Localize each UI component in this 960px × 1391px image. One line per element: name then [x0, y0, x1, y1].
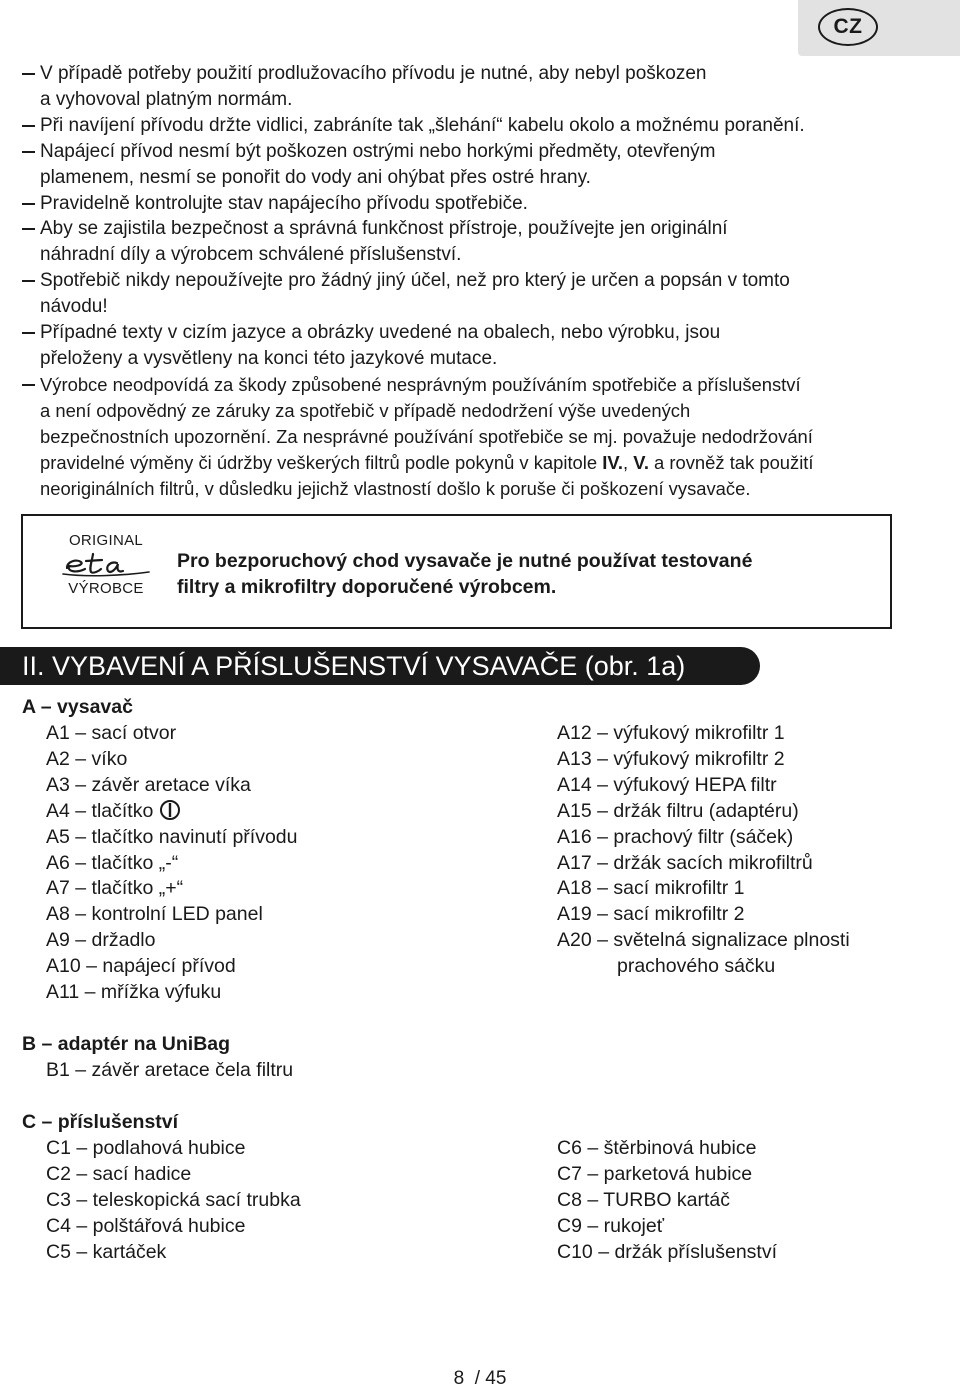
- bullet-item: [22, 320, 922, 372]
- list-item: A3 – závěr aretace víka: [46, 773, 251, 796]
- dash-icon: [22, 191, 40, 217]
- list-item: C10 – držák příslušenství: [557, 1240, 778, 1263]
- list-item: A11 – mřížka výfuku: [46, 981, 222, 1004]
- list-item: C3 – teleskopická sací trubka: [46, 1188, 301, 1211]
- list-item: A14 – výfukový HEPA filtr: [557, 773, 777, 796]
- list-item: C4 – polštářová hubice: [46, 1214, 246, 1237]
- chapter-ref-v: V.: [633, 451, 649, 473]
- bullet-text: V případě potřeby použití prodlužovacího přívodu je nutné, aby nebyl poškozen a vyhovoval platným normám.: [40, 63, 707, 110]
- group-b-title: B – adaptér na UniBag: [22, 1033, 231, 1055]
- group-a-title: A – vysavač: [22, 696, 133, 718]
- bullet-text: Pravidelně kontrolujte stav napájecího přívodu spotřebiče.: [40, 192, 528, 214]
- dash-icon: [22, 61, 40, 113]
- original-filters-notice: [21, 514, 892, 629]
- bullet-text: Při navíjení přívodu držte vidlici, zabráníte tak „šlehání“ kabelu okolo a možnému poranění.: [40, 114, 805, 136]
- page-number: 8 / 45: [453, 1368, 507, 1389]
- bullet-text: Spotřebič nikdy nepoužívejte pro žádný jiný účel, než pro který je určen a popsán v tomto návodu!: [40, 270, 790, 318]
- group-c-left-list: [46, 1136, 301, 1266]
- group-a-right-list: [557, 721, 850, 980]
- power-icon: [159, 799, 181, 821]
- bullet-item: [22, 191, 922, 217]
- list-item: A8 – kontrolní LED panel: [46, 903, 263, 926]
- list-item: C1 – podlahová hubice: [46, 1137, 246, 1159]
- liability-text-end: a rovněž tak použití neoriginálních filtrů, v důsledku jejichž vlastností došlo k poruše či poškození vysavače.: [40, 451, 814, 499]
- logo-bottom-text: VÝROBCE: [68, 580, 144, 597]
- section-title: II. VYBAVENÍ A PŘÍSLUŠENSTVÍ VYSAVAČE (obr. 1a): [22, 650, 686, 681]
- list-item: A13 – výfukový mikrofiltr 2: [557, 747, 785, 770]
- group-b-list: [46, 1058, 293, 1084]
- list-item: A17 – držák sacích mikrofiltrů: [557, 851, 813, 874]
- list-item: C9 – rukojeť: [557, 1214, 665, 1237]
- liability-text-start: Výrobce neodpovídá za škody způsobené nesprávným používáním spotřebiče a příslušenství a není odpovědný ze záruky za spotřebič v případě nedodržení výše uvedených bezpečnostních upozornění. Za nesprávné používání spotřebiče se mj. považuje nedodržování pravidelné výměny či údržby veškerých filtrů podle pokynů v kapitole: [40, 373, 813, 473]
- dash-icon: [22, 320, 40, 372]
- list-item: C6 – štěrbinová hubice: [557, 1137, 757, 1159]
- dash-icon: [22, 216, 40, 268]
- group-c-right-list: [557, 1136, 777, 1266]
- notice-text: Pro bezporuchový chod vysavače je nutné používat testované filtry a mikrofiltry doporučené výrobcem.: [177, 550, 753, 598]
- original-manufacturer-logo: [61, 532, 151, 597]
- list-item: A9 – držadlo: [46, 929, 156, 952]
- list-item: A20 – světelná signalizace plnosti: [557, 929, 850, 952]
- bullet-item-liability: [22, 372, 922, 502]
- list-item: A10 – napájecí přívod: [46, 955, 236, 978]
- list-item: A1 – sací otvor: [46, 722, 177, 744]
- list-item: A16 – prachový filtr (sáček): [557, 825, 794, 848]
- dash-icon: [22, 268, 40, 320]
- bullet-text: [40, 372, 922, 502]
- list-item-power: [46, 799, 297, 825]
- dash-icon: [22, 113, 40, 139]
- list-item: A6 – tlačítko „-“: [46, 851, 179, 874]
- list-item: A18 – sací mikrofiltr 1: [557, 877, 745, 900]
- dash-icon: [22, 372, 40, 502]
- chapter-ref-iv: IV.: [602, 451, 624, 473]
- list-item: C7 – parketová hubice: [557, 1162, 753, 1185]
- bullet-item: [22, 268, 922, 320]
- list-item: A15 – držák filtru (adaptéru): [557, 799, 799, 822]
- bullet-item: [22, 139, 922, 191]
- group-a-left-list: [46, 721, 297, 1006]
- list-item: C5 – kartáček: [46, 1240, 167, 1263]
- language-badge: CZ: [818, 8, 878, 46]
- bullet-text: Případné texty v cizím jazyce a obrázky uvedené na obalech, nebo výrobku, jsou přeloženy a vysvětleny na konci této jazykové mutace.: [40, 322, 721, 369]
- list-item: C2 – sací hadice: [46, 1162, 192, 1185]
- dash-icon: [22, 139, 40, 191]
- bullet-item: [22, 61, 922, 113]
- bullet-text: Aby se zajistila bezpečnost a správná funkčnost přístroje, používejte jen originální náhradní díly a výrobcem schválené příslušenství.: [40, 218, 728, 266]
- bullet-item: [22, 216, 922, 268]
- list-item: A2 – víko: [46, 747, 128, 770]
- list-item: A7 – tlačítko „+“: [46, 877, 184, 900]
- bullet-item: [22, 113, 922, 139]
- eta-brand-icon: [61, 550, 151, 578]
- list-item: A5 – tlačítko navinutí přívodu: [46, 825, 298, 848]
- list-item: A12 – výfukový mikrofiltr 1: [557, 722, 785, 744]
- list-item: C8 – TURBO kartáč: [557, 1188, 731, 1211]
- section-heading-band: [0, 647, 760, 685]
- ref-separator: ,: [623, 451, 634, 473]
- list-item: B1 – závěr aretace čela filtru: [46, 1059, 294, 1081]
- logo-top-text: ORIGINAL: [68, 532, 144, 549]
- bullet-text: Napájecí přívod nesmí být poškozen ostrými nebo horkými předměty, otevřeným plamenem, nesmí se ponořit do vody ani ohýbat přes ostré hrany.: [40, 140, 716, 188]
- group-c-title: C – příslušenství: [22, 1111, 179, 1133]
- safety-bullet-list: [22, 61, 922, 501]
- list-item: A19 – sací mikrofiltr 2: [557, 903, 745, 926]
- list-item-text: A4 – tlačítko: [46, 799, 154, 822]
- list-item-continuation: prachového sáčku: [617, 955, 776, 978]
